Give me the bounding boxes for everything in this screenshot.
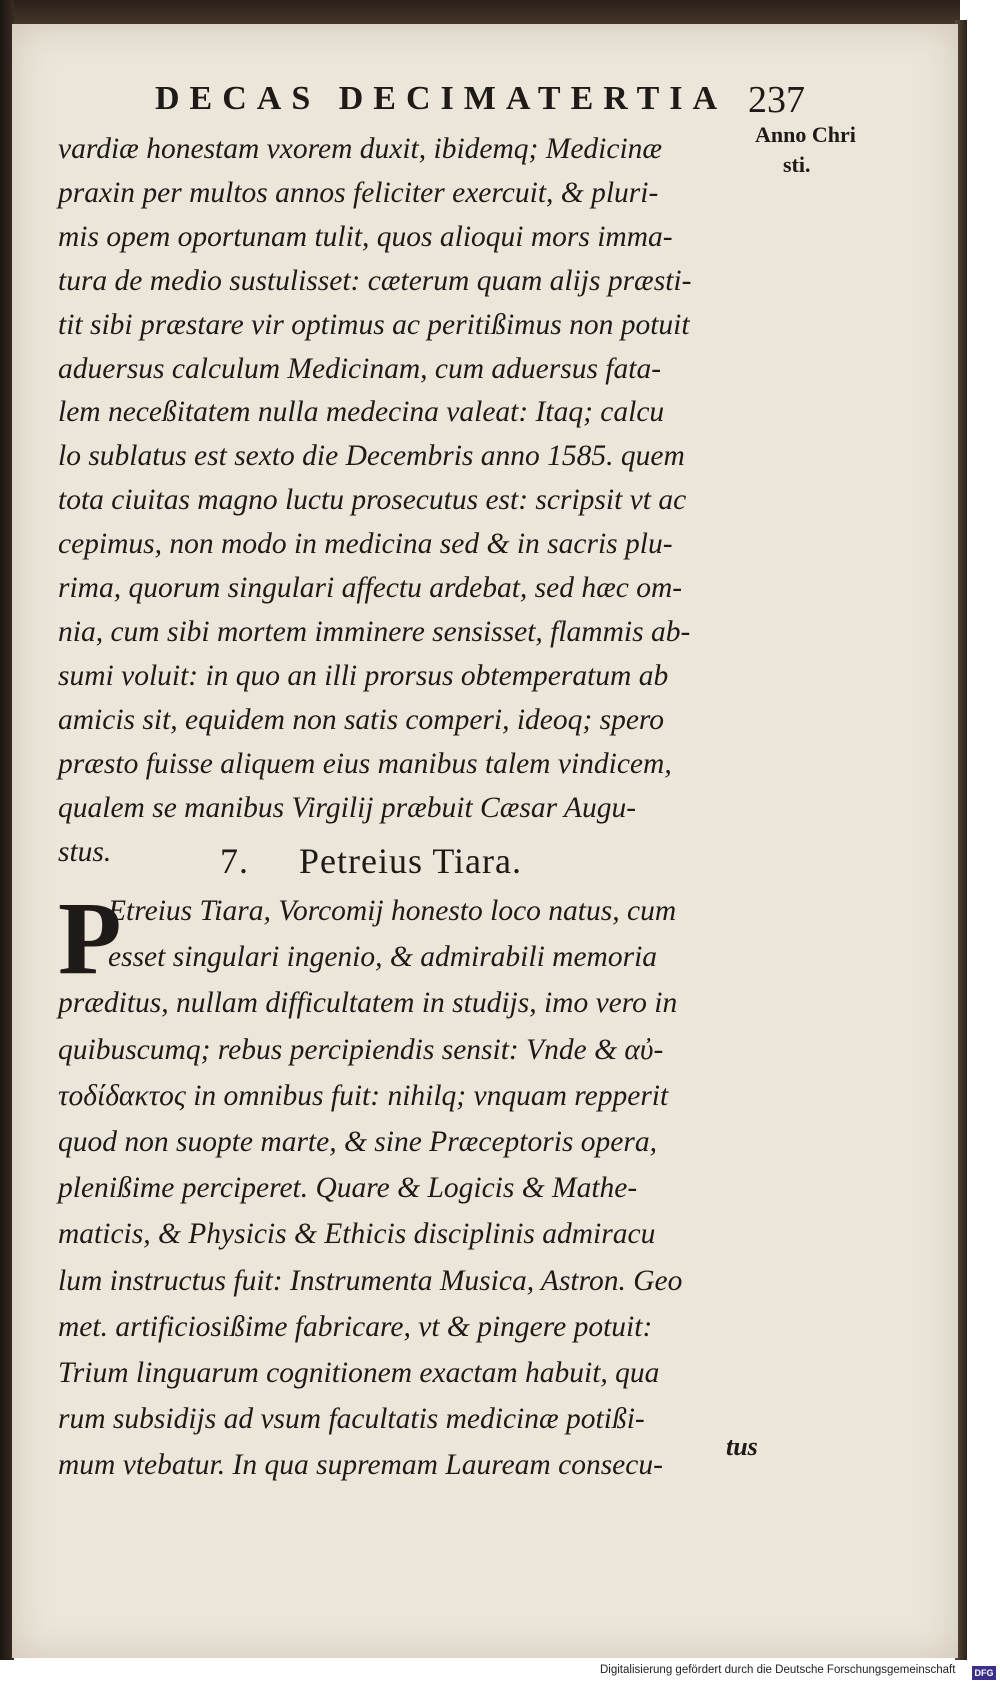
text-line: quibuscumq; rebus percipiendis sensit: Vnde & αὐ-	[58, 1033, 664, 1066]
text-line: tota ciuitas magno luctu prosecutus est: scripsit vt ac	[58, 484, 687, 517]
text-line: τοδίδακτος in omnibus fuit: nihilq; vnquam repperit	[58, 1079, 669, 1112]
digitization-credit: Digitalisierung gefördert durch die Deutsche Forschungsgemeinschaft	[600, 1664, 956, 1676]
text-line: rima, quorum singulari affectu ardebat, sed hæc om-	[58, 572, 683, 605]
text-line: cepimus, non modo in medicina sed & in sacris plu-	[58, 528, 673, 561]
section-number: 7.	[220, 841, 249, 881]
drop-cap: P	[58, 881, 122, 996]
text-line: quod non suopte marte, & sine Præceptoris opera,	[58, 1126, 657, 1159]
text-line: qualem se manibus Virgilij præbuit Cæsar Augu-	[58, 791, 637, 824]
text-line: præditus, nullam difficultatem in studijs, imo vero in	[58, 987, 678, 1020]
text-line: tit sibi præstare vir optimus ac peritißimus non potuit	[58, 308, 690, 341]
section-heading	[220, 840, 680, 882]
text-line: lem neceßitatem nulla medecina valeat: Itaq; calcu	[58, 396, 665, 429]
margin-note-line: sti.	[783, 152, 811, 177]
page-number: 237	[748, 79, 805, 121]
text-line: mis opem oportunam tulit, quos alioqui mors imma-	[58, 220, 673, 253]
dfg-logo-icon: DFG	[972, 1666, 996, 1680]
text-line: plenißime perciperet. Quare & Logicis & Mathe-	[58, 1172, 638, 1205]
margin-note	[755, 120, 925, 180]
text-line: met. artificiosißime fabricare, vt & pingere potuit:	[58, 1310, 653, 1343]
text-line: Trium linguarum cognitionem exactam habuit, qua	[58, 1357, 660, 1390]
text-line: nia, cum sibi mortem imminere sensisset, flammis ab-	[58, 615, 691, 648]
running-title: DECAS DECIMATERTIA	[155, 80, 728, 117]
catchword: tus	[726, 1432, 758, 1461]
text-line: tura de medio sustulisset: cæterum quam alijs præsti-	[58, 264, 692, 297]
text-line: lum instructus fuit: Instrumenta Musica, Astron. Geo	[58, 1264, 683, 1297]
text-line: lo sublatus est sexto die Decembris anno 1585. quem	[58, 440, 685, 473]
section-title: Petreius Tiara.	[299, 841, 523, 881]
paragraph-2	[58, 881, 758, 1489]
margin-note-line: Anno Chri	[755, 122, 856, 147]
paragraph-1	[58, 128, 758, 874]
text-line: maticis, & Physicis & Ethicis disciplinis admiracu	[58, 1218, 656, 1251]
text-line: sumi voluit: in quo an illi prorsus obtemperatum ab	[58, 659, 669, 692]
text-line: rum subsidijs ad vsum facultatis medicinæ potißi-	[58, 1403, 645, 1436]
text-line: amicis sit, equidem non satis comperi, ideoq; spero	[58, 703, 665, 736]
text-line: stus.	[58, 835, 112, 868]
text-line: mum vtebatur. In qua supremam Lauream consecu-	[58, 1449, 663, 1482]
text-line: praxin per multos annos feliciter exercuit, & pluri-	[58, 176, 659, 209]
text-line: esset singulari ingenio, & admirabili memoria	[108, 941, 658, 974]
text-line: vardiæ honestam vxorem duxit, ibidemq; Medicinæ	[58, 133, 663, 165]
text-line: Etreius Tiara, Vorcomij honesto loco natus, cum	[108, 895, 677, 927]
text-line: præsto fuisse aliquem eius manibus talem vindicem,	[58, 747, 672, 780]
page-header	[155, 80, 805, 130]
text-line: aduersus calculum Medicinam, cum aduersus fata-	[58, 352, 662, 385]
